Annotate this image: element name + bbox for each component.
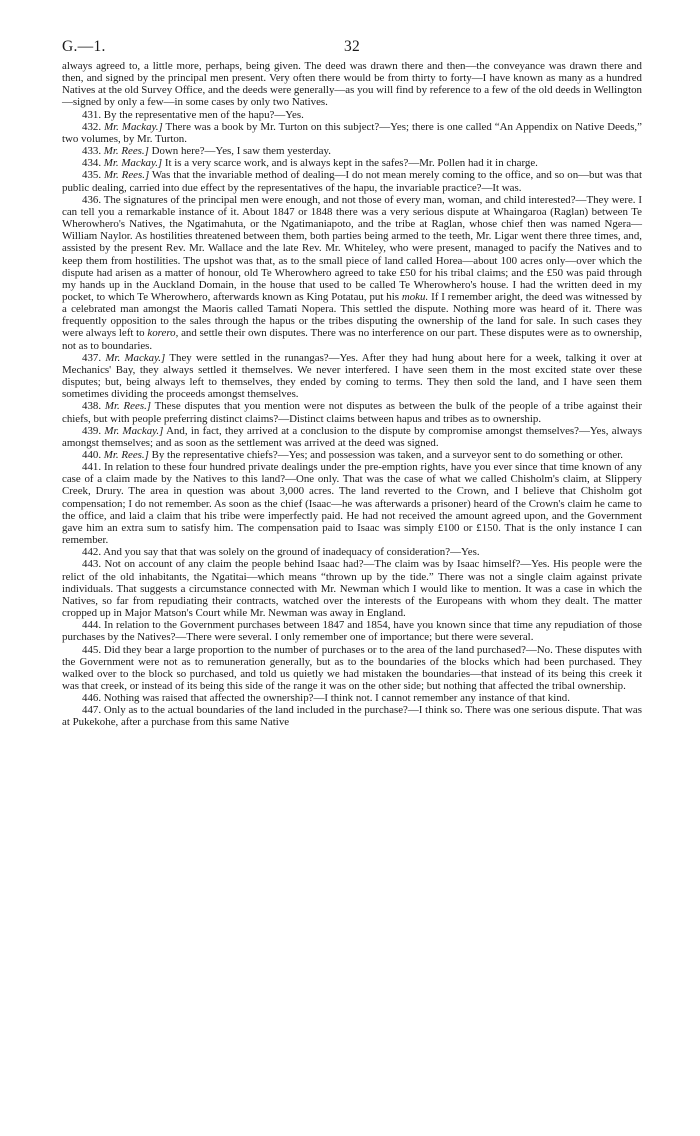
question-number: 437. (82, 351, 102, 364)
speaker-name: Mr. Mackay.] (105, 351, 166, 364)
question-number: 444. (82, 619, 102, 632)
paragraph-text: They were settled in the runangas?—Yes. After they had hung about here for a week, talking it over at Mechanics' Bay, they always settled it themselves. We never interfered. I have seen them in the most excited state over these disputes; but, being always left to themselves, they ended by coming to terms. They then sold the land, and I have seen them sometimes dividing the proceeds amongst themselves. (62, 351, 643, 401)
paragraph (62, 400, 642, 424)
page-header (62, 38, 642, 56)
paragraph (62, 644, 642, 693)
paragraph-text: Only as to the actual boundaries of the land included in the purchase?—I think so. There was one serious dispute. That was at Pukekohe, after a purchase from this same Native (62, 704, 642, 729)
question-number: 445. (82, 643, 102, 656)
paragraph-text: There was a book by Mr. Turton on this subject?—Yes; there is one called “An Appendix on Native Deeds,” two volumes, by Mr. Turton. (62, 120, 642, 145)
paragraph (62, 425, 642, 449)
speaker-name: Mr. Rees.] (103, 169, 150, 182)
question-number: 442. (82, 546, 102, 559)
paragraph (62, 60, 642, 109)
paragraph-text: By the representative men of the hapu?—Yes. (103, 108, 304, 121)
italic-term: korero, (147, 327, 179, 340)
question-number: 434. (82, 157, 102, 170)
paragraph-text: Down here?—Yes, I saw them yesterday. (151, 145, 331, 158)
speaker-name: Mr. Mackay.] (104, 120, 163, 133)
paragraph-text: And, in fact, they arrived at a conclusion to the dispute by compromise amongst themselves?—Yes, always amongst themselves; and as soon as the settlement was arrived at the deed was signed. (62, 424, 642, 449)
paragraph (62, 157, 642, 169)
document-body (62, 60, 642, 729)
question-number: 433. (82, 145, 102, 158)
speaker-name: Mr. Rees.] (103, 145, 149, 158)
page-number: 32 (343, 38, 361, 55)
question-number: 446. (82, 692, 102, 705)
paragraph-text: If I remember aright, the deed was witnessed by a celebrated man amongst the Maoris called Tamati Nopera. This settled the dispute. Nothing more was heard of it. There was frequently opposition to the sales through the hapus or the tribes disputing the ownership of the land for sale. In such cases they were always left to (62, 290, 642, 340)
speaker-name: Mr. Rees.] (104, 400, 152, 413)
paragraph-text: Not on account of any claim the people behind Isaac had?—The claim was by Isaac himself?—Yes. His people were the relict of the old inhabitants, the Ngatitai—which means “thrown up by the tide.” There was not a single claim against private individuals. That suggests a circumstance connected with Mr. Newman which I would like to mention. It was a case in which the Natives, so far from repudiating their contracts, watched over the interests of the Europeans with whom they dealt. The matter cropped up in Major Matson's Court while Mr. Newman was away in England. (62, 558, 642, 620)
speaker-name: Mr. Rees.] (103, 449, 149, 461)
paragraph (62, 692, 642, 704)
speaker-name: Mr. Mackay.] (103, 157, 163, 170)
paragraph (62, 704, 642, 728)
paragraph (62, 145, 642, 157)
question-number: 435. (82, 169, 102, 182)
paragraph-text: Nothing was raised that affected the ownership?—I think not. I cannot remember any instance of that kind. (103, 692, 570, 705)
paragraph (62, 194, 642, 352)
paragraph (62, 461, 642, 546)
question-number: 436. (82, 193, 102, 206)
paragraph (62, 619, 642, 643)
paragraph-text: It is a very scarce work, and is always kept in the safes?—Mr. Pollen had it in charge. (164, 157, 538, 170)
document-code: G.—1. (62, 38, 106, 55)
paragraph-text: Was that the invariable method of dealing—I do not mean merely coming to the office, and so on—but was that public dealing, carried into due effect by the representatives of the hapu, the invariable practice?—It was. (62, 169, 642, 194)
paragraph-text: In relation to the Government purchases between 1847 and 1854, have you known since that time any repudiation of those purchases by the Natives?—There were several. I only remember one of importance; but there were several. (62, 619, 642, 644)
paragraph (62, 121, 642, 145)
paragraph-text: The signatures of the principal men were enough, and not those of every man, woman, and child interested?—They were. I can tell you a remarkable instance of it. About 1847 or 1848 there was a very serious dispute at Whaingaroa (Raglan) between Te Wherowhero's Natives, the Ngatimahuta, or the Ngatimaniapoto, and the tribe at Raglan, whose chief then was named Ngera—William Naylor. As hostilities threatened between them, both parties being armed to the teeth, Mr. Ligar went there three times, and, assisted by the present Rev. Mr. Wallace and the late Rev. Mr. Whiteley, who were present, managed to pacify the Natives and to keep them from hostilities. The upshot was that, as to the small piece of land called Horea—about 100 acres only—over which the dispute had arisen as a matter of honour, old Te Wherowhero agreed to take £50 for his tribal claims; and the £50 was paid through my hands up in the Auckland Domain, in the house that used to be called Te Wherowhero's house. I had the written deed in my pocket, to which Te Wherowhero, afterwards known as King Potatau, put his (62, 193, 642, 303)
paragraph-text: Did they bear a large proportion to the number of purchases or to the area of the land purchased?—No. These disputes with the Government were not as to remuneration generally, but as to the boundaries of the blocks which had been purchased. They walked over to the block so purchased, and told us quietly we had mistaken the boundaries—that instead of its being this creek it was that creek, or instead of its being this side of the range it was on the other side; but nothing that affected the tribal ownership. (62, 643, 642, 692)
question-number: 447. (82, 704, 102, 717)
question-number: 431. (82, 108, 102, 121)
paragraph (62, 352, 642, 401)
italic-term: moku. (401, 290, 429, 303)
question-number: 432. (82, 120, 102, 133)
paragraph (62, 546, 642, 558)
paragraph-text: In relation to these four hundred private dealings under the pre-emption rights, have you ever since that time known of any case of a claim made by the Natives to this land?—One only. That was the case of what we called Chisholm's claim, at Slippery Creek, Drury. The area in question was about 3,000 acres. The land reverted to the Crown, and I believe that Chisholm got compensation; I do not remember. As soon as the chief (Isaac—he was afterwards a prisoner) heard of the Crown's claim he came to the office, and laid a claim that his tribe were imperfectly paid. He had not received the amount agreed upon, and the Government gave him an extra sum to satisfy him. The compensation paid to Isaac was simply £100 or £150. That is the only instance I can remember. (62, 461, 642, 547)
question-number: 441. (82, 461, 102, 474)
question-number: 438. (82, 400, 102, 413)
paragraph (62, 558, 642, 619)
paragraph (62, 449, 642, 461)
document-page (62, 38, 642, 729)
paragraph (62, 169, 642, 193)
paragraph-text: By the representative chiefs?—Yes; and possession was taken, and a surveyor sent to do something or other. (151, 449, 623, 461)
paragraph (62, 109, 642, 121)
paragraph-text: And you say that that was solely on the ground of inadequacy of consideration?—Yes. (103, 546, 480, 559)
paragraph-text: always agreed to, a little more, perhaps, being given. The deed was drawn there and then—the conveyance was drawn there and then, and signed by the principal men present. Very often there would be from thirty to forty—I have known as many as a hundred Natives at the old Survey Office, and the deeds were generally—as you will find by reference to a few of the old deeds in Wellington—signed by only a few—in some cases by only two Natives. (62, 60, 642, 109)
paragraph-text: These disputes that you mention were not disputes as between the bulk of the people of a tribe against their chiefs, but with people preferring distinct claims?—Distinct claims between hapus and tribes as to ownership. (62, 400, 642, 425)
speaker-name: Mr. Mackay.] (104, 424, 164, 437)
question-number: 443. (82, 558, 102, 571)
paragraph-text: and settle their own disputes. There was no interference on our part. These disputes were as to ownership, not as to boundaries. (62, 327, 642, 352)
question-number: 440. (82, 449, 102, 461)
question-number: 439. (82, 424, 102, 437)
